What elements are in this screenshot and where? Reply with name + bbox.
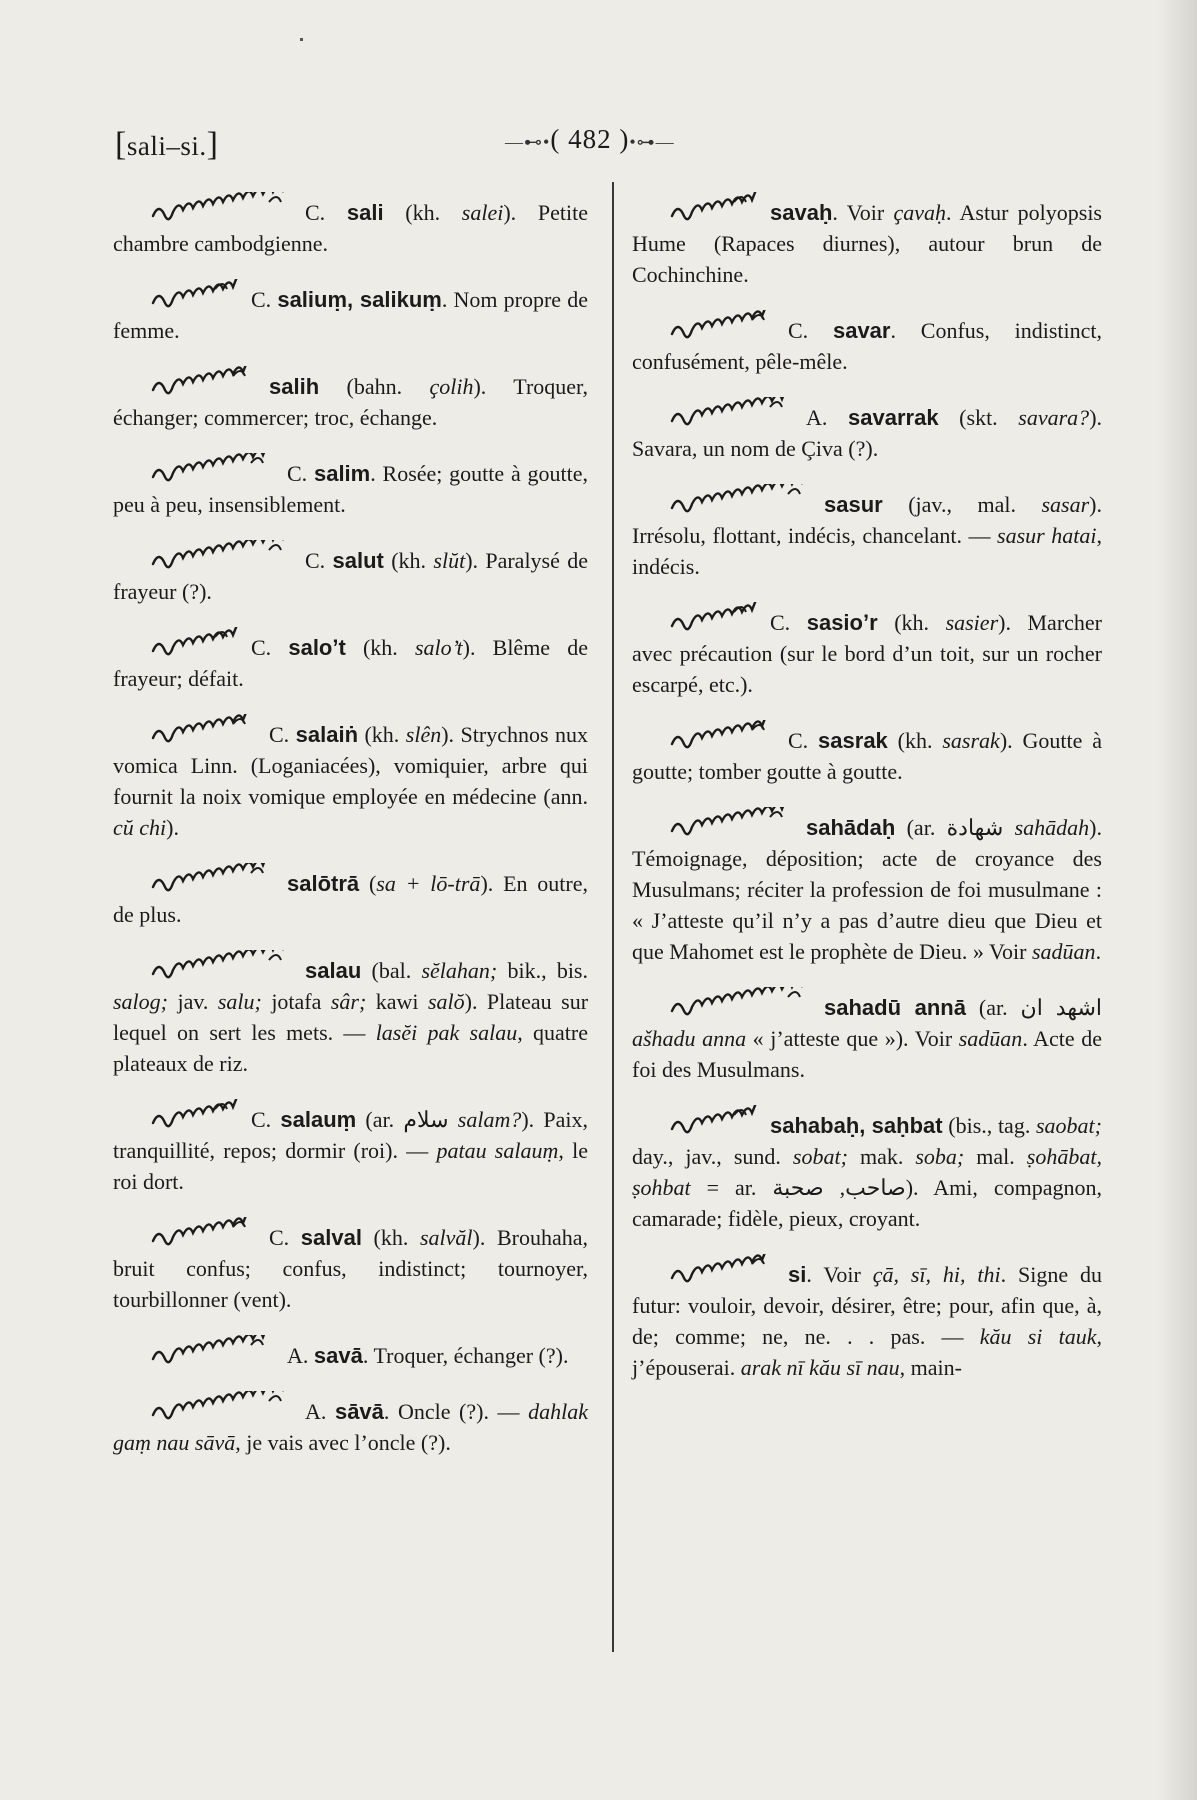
definition-text: . Troquer, échanger (?). [362, 1343, 569, 1368]
page-header [115, 118, 1105, 168]
italic-text: patau salauṃ [436, 1138, 559, 1163]
cham-script-glyph [668, 987, 812, 1021]
language-tag: C. [269, 1225, 301, 1250]
definition-text: , le roi dort. [113, 1138, 588, 1194]
italic-text: ҫavaḥ [893, 200, 946, 225]
dictionary-entry [632, 602, 1102, 700]
definition-text: (kh. [887, 728, 943, 753]
definition-text: ). Paralysé de frayeur (?). [113, 548, 588, 604]
definition-text: (kh. [877, 610, 946, 635]
cham-script-glyph [668, 1254, 776, 1288]
italic-text: ṣohābat, ṣohbat [632, 1144, 1102, 1200]
dictionary-entry [632, 1105, 1102, 1234]
italic-text: ҫolih [429, 374, 474, 399]
headword: sahadū annā [824, 995, 966, 1020]
headword: salōtrā [287, 871, 360, 896]
definition-text: . Oncle (?). — [383, 1399, 529, 1424]
language-tag: C. [788, 318, 833, 343]
definition-text: day., jav., sund. [632, 1144, 793, 1169]
definition-text: bik., bis. [507, 958, 588, 983]
italic-text: salam? [457, 1107, 522, 1132]
page-number-text: 482 [568, 124, 612, 154]
cham-script-glyph [149, 1099, 239, 1133]
cham-script-glyph [149, 366, 257, 400]
italic-text: slŭt [433, 548, 466, 573]
dictionary-entry [113, 1099, 588, 1197]
definition-text: . Nom propre de femme. [113, 287, 588, 343]
headword: salaiṅ [295, 722, 359, 747]
dictionary-entry [632, 192, 1102, 290]
language-tag: C. [251, 287, 278, 312]
headword: saliuṃ, salikuṃ [277, 287, 442, 312]
cham-script-glyph [149, 1391, 293, 1425]
definition-text: . Voir [806, 1262, 873, 1287]
definition-text: ). Goutte à goutte; tomber goutte à goutte. [632, 728, 1103, 784]
headword: si [788, 1262, 807, 1287]
headword: savaḥ [770, 200, 833, 225]
cham-script-glyph [149, 540, 293, 574]
language-tag: C. [287, 461, 314, 486]
definition-text: ). Marcher avec précaution (sur le bord d’un toit, sur un rocher escarpé, etc.). [632, 610, 1102, 697]
italic-text: cŭ chi [113, 815, 167, 840]
cham-script-glyph [668, 192, 758, 226]
cham-script-glyph [149, 453, 275, 487]
italic-text: sĕlahan; [421, 958, 508, 983]
definition-text: = ar. ﺻﺎﺣﺐ, ﺻﺤﺒﺔ). Ami, compagnon, camarade; fidèle, pieux, croyant. [632, 1175, 1102, 1231]
cham-script-glyph [149, 1335, 275, 1369]
guide-words: [sali–si.] [115, 126, 219, 163]
headword: salauṃ [280, 1107, 357, 1132]
definition-text: (bal. [361, 958, 422, 983]
definition-text: mal. [976, 1144, 1027, 1169]
definition-text: , j’épouserai. [632, 1324, 1102, 1380]
italic-text: sadūan [1032, 939, 1096, 964]
definition-text: (skt. [938, 405, 1019, 430]
italic-text: ašhadu anna [632, 1026, 747, 1051]
headword: sasur [824, 492, 883, 517]
definition-text: (bis., tag. [942, 1113, 1036, 1138]
italic-text: soba; [915, 1144, 977, 1169]
italic-text: lasĕi pak salau [375, 1020, 518, 1045]
dictionary-entry [113, 279, 588, 346]
definition-text: , quatre plateaux de riz. [113, 1020, 588, 1076]
language-tag: C. [788, 728, 819, 753]
cham-script-glyph [668, 807, 794, 841]
definition-text: (kh. [383, 200, 462, 225]
cham-script-glyph [149, 192, 293, 226]
cham-script-glyph [149, 1217, 257, 1251]
dictionary-entry [632, 807, 1102, 967]
cham-script-glyph [668, 720, 776, 754]
cham-script-glyph [668, 484, 812, 518]
cham-script-glyph [149, 279, 239, 313]
definition-text: ( [359, 871, 377, 896]
definition-text: ). Troquer, échanger; commercer; troc, échange. [113, 374, 588, 430]
language-tag: C. [305, 200, 347, 225]
definition-text: ). Témoignage, déposition; acte de croyance des Musulmans; réciter la profession de foi musulmane : « J’atteste qu’il n’y a pas d’autre dieu que Dieu et que Mahomet est le prophète de Dieu. » Voir [632, 815, 1102, 964]
definition-text: (kh. [358, 722, 406, 747]
italic-text: salu; [217, 989, 272, 1014]
definition-text: , main- [899, 1355, 962, 1380]
definition-text: (ar. ﺍﺷﻬﺪ ﺍﻥ [965, 995, 1102, 1020]
headword: salih [269, 374, 320, 399]
italic-text: sobat; [792, 1144, 860, 1169]
definition-text: ). Petite chambre cambodgienne. [113, 200, 588, 256]
definition-text: « j’atteste que »). Voir [746, 1026, 959, 1051]
italic-text: sasrak [942, 728, 1000, 753]
headword: salval [300, 1225, 362, 1250]
definition-text: ). Blême de frayeur; défait. [113, 635, 588, 691]
cham-script-glyph [149, 714, 257, 748]
italic-text: slên [405, 722, 442, 747]
dictionary-entry [632, 397, 1102, 464]
dictionary-entry [113, 540, 588, 607]
definition-text: jotafa [271, 989, 331, 1014]
italic-text: arak nī kău sī nau [740, 1355, 900, 1380]
cham-script-glyph [668, 1105, 758, 1139]
italic-text: sasur hatai [997, 523, 1097, 548]
headword: salo’t [288, 635, 346, 660]
cham-script-glyph [668, 602, 758, 636]
definition-text: . Astur polyopsis Hume (Rapaces diurnes), autour brun de Cochinchine. [632, 200, 1102, 287]
page-number: —⊷•( 482 )•⊶— [505, 124, 675, 154]
cham-script-glyph [149, 863, 275, 897]
dictionary-entry [113, 453, 588, 520]
definition-text: . Acte de foi des Musulmans. [632, 1026, 1102, 1082]
italic-text: dahlak gaṃ nau sāvā [113, 1399, 588, 1455]
language-tag: C. [770, 610, 807, 635]
left-column [113, 192, 588, 1478]
italic-text: sa + lō-trā [376, 871, 481, 896]
cham-script-glyph [668, 310, 776, 344]
definition-text: ). Irrésolu, flottant, indécis, chancelant. — [632, 492, 1102, 548]
definition-text: (jav., mal. [882, 492, 1042, 517]
language-tag: C. [269, 722, 296, 747]
italic-text: kău si tauk [979, 1324, 1097, 1349]
language-tag: A. [287, 1343, 314, 1368]
italic-text: salo’t [414, 635, 463, 660]
definition-text: . Signe du futur: vouloir, devoir, désirer, être; pour, afin que, à, de; comme; ne, ne. . . pas. — [632, 1262, 1103, 1349]
italic-text: saobat; [1036, 1113, 1102, 1138]
dictionary-entry [113, 366, 588, 433]
headword: sasio’r [806, 610, 878, 635]
dictionary-entry [113, 1391, 588, 1458]
italic-text: salei [461, 200, 504, 225]
definition-text: (bahn. [319, 374, 430, 399]
dictionary-entry [632, 310, 1102, 377]
definition-text: (ar. ﺷﻬﺎﺩﺓ [895, 815, 1015, 840]
speck [300, 38, 303, 41]
definition-text: kawi [375, 989, 428, 1014]
definition-text: ). Savara, un nom de Çiva (?). [632, 405, 1103, 461]
headword: salau [305, 958, 362, 983]
dictionary-entry [632, 484, 1102, 582]
definition-text: ). Plateau sur lequel on sert les mets. — [113, 989, 589, 1045]
italic-text: sâr; [330, 989, 376, 1014]
dictionary-entry [113, 627, 588, 694]
definition-text: ). En outre, de plus. [113, 871, 589, 927]
definition-text: mak. [859, 1144, 916, 1169]
italic-text: ҫā, sī, hi, thi [872, 1262, 1001, 1287]
definition-text: , je vais avec l’oncle (?). [235, 1430, 451, 1455]
definition-text: . [1095, 939, 1102, 964]
italic-text: sasar [1041, 492, 1090, 517]
dictionary-entry [113, 950, 588, 1079]
definition-text: jav. [177, 989, 218, 1014]
headword: savar [832, 318, 891, 343]
language-tag: A. [305, 1399, 335, 1424]
headword: sahādaḥ [806, 815, 896, 840]
dictionary-entry [113, 714, 588, 843]
definition-text: . Voir [832, 200, 894, 225]
definition-text: ). Paix, tranquillité, repos; dormir (roi). — [113, 1107, 588, 1163]
language-tag: C. [305, 548, 333, 573]
definition-text: (ar. ﺳﻼﻡ [356, 1107, 458, 1132]
headword: savā [313, 1343, 363, 1368]
definition-text: ). Strychnos nux vomica Linn. (Loganiacées), vomiquier, arbre qui fournit la noix vomique employée en médecine (ann. [113, 722, 588, 809]
definition-text: ). [166, 815, 179, 840]
dictionary-entry [113, 192, 588, 259]
definition-text: (kh. [345, 635, 415, 660]
italic-text: sadūan [958, 1026, 1023, 1051]
definition-text: (kh. [361, 1225, 420, 1250]
italic-text: savara? [1018, 405, 1090, 430]
definition-text: . Confus, indistinct, confusément, pêle-mêle. [632, 318, 1102, 374]
dictionary-entry [113, 1217, 588, 1315]
headword: salut [332, 548, 384, 573]
dictionary-entry [113, 1335, 588, 1371]
headword: sahabaḥ, saḥbat [770, 1113, 943, 1138]
cham-script-glyph [149, 950, 293, 984]
definition-text: ). Brouhaha, bruit confus; confus, indistinct; tournoyer, tourbillonner (vent). [113, 1225, 588, 1312]
headword: sali [346, 200, 384, 225]
italic-text: sahādah [1014, 815, 1090, 840]
column-divider [612, 182, 614, 1652]
italic-text: salŏ [427, 989, 465, 1014]
dictionary-entry [632, 1254, 1102, 1383]
definition-text: (kh. [383, 548, 434, 573]
dictionary-entry [632, 720, 1102, 787]
language-tag: A. [806, 405, 849, 430]
italic-text: sasier [945, 610, 999, 635]
language-tag: C. [251, 1107, 281, 1132]
definition-text: . Rosée; goutte à goutte, peu à peu, insensiblement. [113, 461, 588, 517]
headword: salim [313, 461, 371, 486]
right-column [632, 192, 1102, 1403]
cham-script-glyph [668, 397, 794, 431]
page-edge-shadow [1157, 0, 1197, 1800]
italic-text: salvăl [419, 1225, 473, 1250]
headword: sasrak [818, 728, 888, 753]
dictionary-entry [632, 987, 1102, 1085]
guide-words-text: sali–si. [126, 131, 207, 161]
definition-text: , indécis. [632, 523, 1102, 579]
headword: savarrak [848, 405, 939, 430]
italic-text: salog; [113, 989, 178, 1014]
dictionary-entry [113, 863, 588, 930]
headword: sāvā [334, 1399, 384, 1424]
language-tag: C. [251, 635, 289, 660]
cham-script-glyph [149, 627, 239, 661]
